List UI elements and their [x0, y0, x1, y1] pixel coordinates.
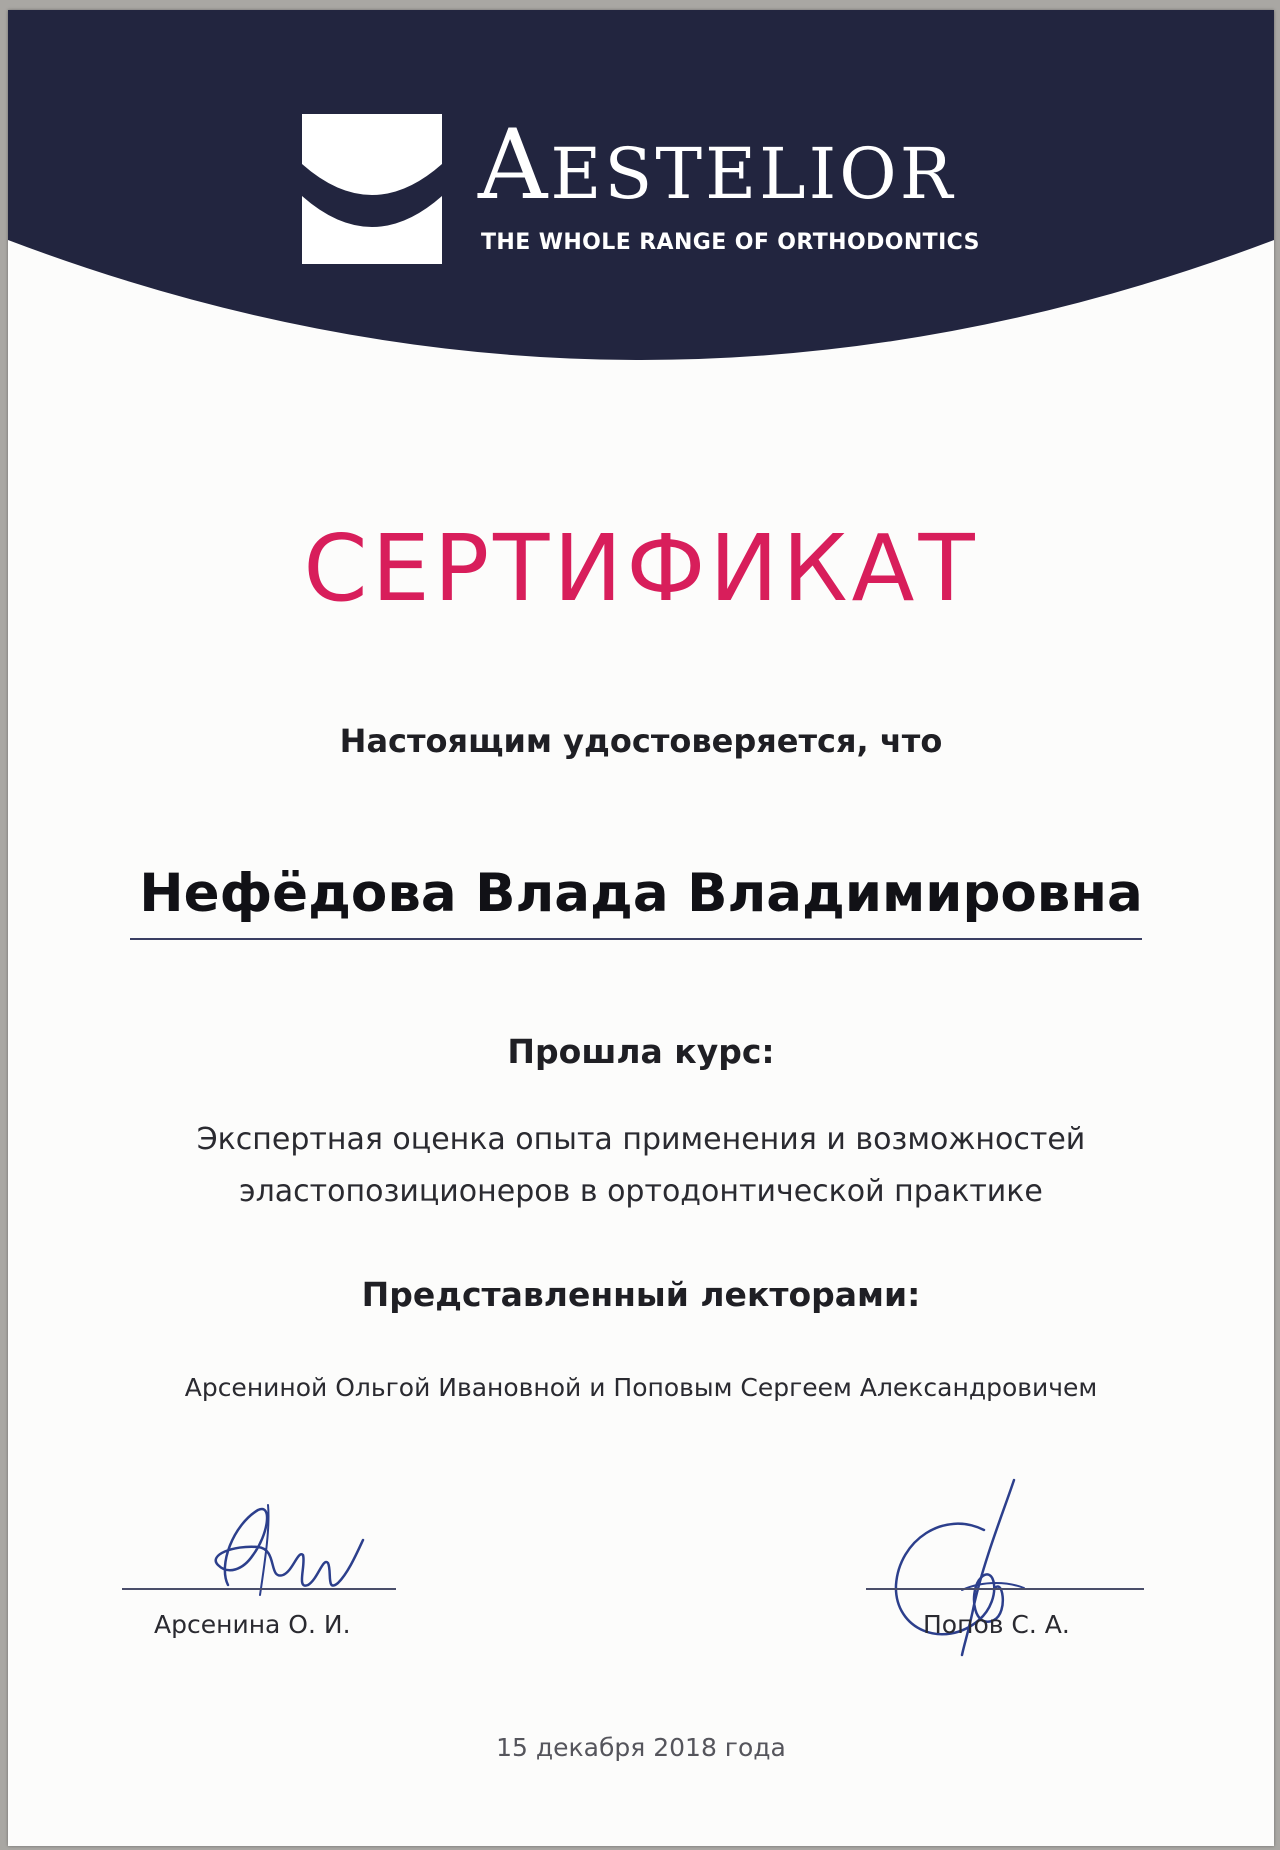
brand-name-rest: ESTELIOR: [550, 133, 956, 215]
certificate-intro: Настоящим удостоверяется, что: [339, 722, 943, 760]
brand-name-initial: A: [478, 109, 551, 221]
lecturers-label: Представленный лекторами:: [361, 1275, 921, 1314]
right-signature-line: [866, 1588, 1144, 1590]
brand-name: [478, 109, 998, 221]
certificate-date: 15 декабря 2018 года: [496, 1733, 786, 1762]
course-title: [8, 1114, 1274, 1218]
recipient-name: Нефёдова Влада Владимировна: [139, 863, 1143, 924]
aestelior-logo-icon: [302, 114, 442, 264]
course-title-line-1: Экспертная оценка опыта применения и возможностей: [196, 1122, 1086, 1157]
course-title-line-2: эластопозиционеров в ортодонтической практике: [239, 1174, 1043, 1209]
recipient-underline: [130, 938, 1142, 940]
brand-tagline: THE WHOLE RANGE OF ORTHODONTICS: [481, 230, 980, 255]
right-signatory-name: Попов С. А.: [923, 1610, 1070, 1639]
course-label: Прошла курс:: [507, 1032, 775, 1071]
left-signature-line: [122, 1588, 396, 1590]
lecturers-names: Арсениной Ольгой Ивановной и Поповым Сергеем Александровичем: [184, 1373, 1098, 1402]
left-signatory-name: Арсенина О. И.: [154, 1610, 351, 1639]
certificate-sheet: [8, 10, 1274, 1846]
certificate-title: СЕРТИФИКАТ: [303, 515, 979, 622]
